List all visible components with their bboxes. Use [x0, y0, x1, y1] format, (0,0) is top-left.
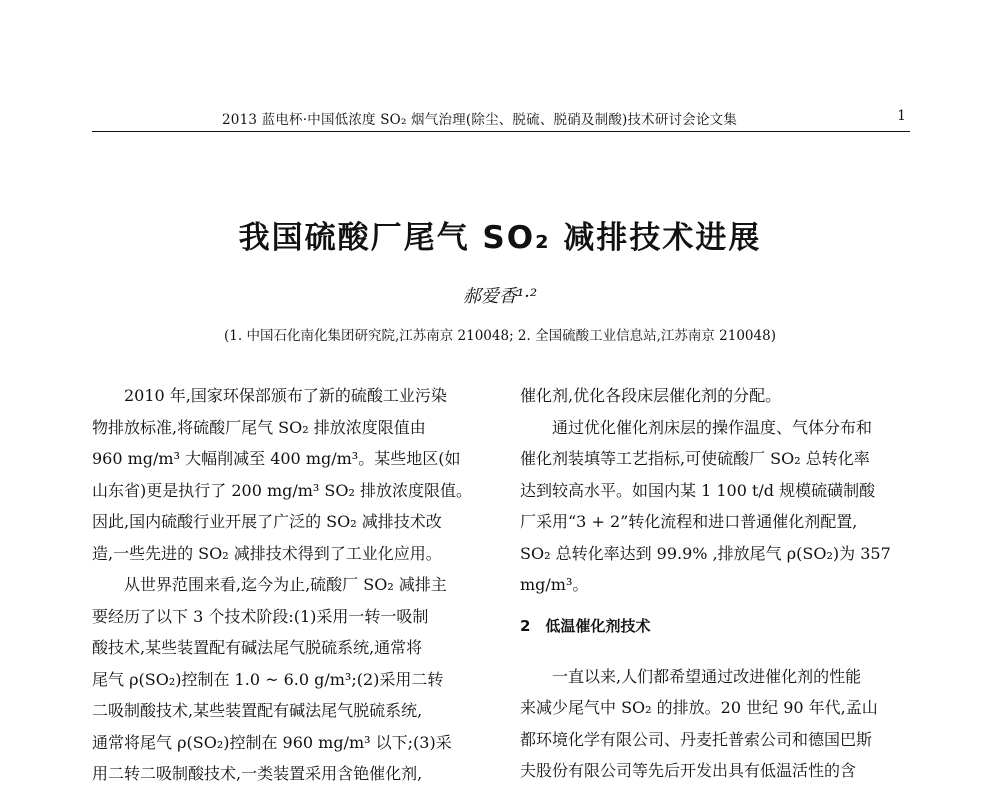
body-line: 达到较高水平。如国内某 1 100 t/d 规模硫磺制酸	[520, 480, 876, 500]
body-line: 造,一些先进的 SO₂ 减排技术得到了工业化应用。	[92, 543, 442, 563]
body-line: 来减少尾气中 SO₂ 的排放。20 世纪 90 年代,孟山	[520, 698, 878, 717]
author-name: 郝爱香¹·²	[462, 286, 538, 307]
body-line: 960 mg/m³ 大幅削减至 400 mg/m³。某些地区(如	[92, 449, 461, 468]
article-title: 我国硫酸厂尾气 SO₂ 减排技术进展	[238, 220, 762, 256]
body-line: 用二转二吸制酸技术,一类装置采用含铯催化剂,	[92, 764, 423, 783]
body-line: 酸技术,某些装置配有碱法尾气脱硫系统,通常将	[92, 638, 423, 657]
section-heading: 2 低温催化剂技术	[520, 616, 651, 635]
header-rule	[92, 131, 910, 132]
body-line: 一直以来,人们都希望通过改进催化剂的性能	[520, 666, 862, 686]
body-line: mg/m³。	[520, 575, 589, 594]
body-line: 通过优化催化剂床层的操作温度、气体分布和	[520, 417, 873, 437]
right-column	[520, 380, 918, 787]
running-title: 2013 蓝电杯·中国低浓度 SO₂ 烟气治理(除尘、脱硫、脱硝及制酸)技术研讨会论文集	[222, 112, 738, 128]
body-line: 山东省)更是执行了 200 mg/m³ SO₂ 排放浓度限值。	[92, 480, 473, 500]
body-line: 催化剂装填等工艺指标,可使硫酸厂 SO₂ 总转化率	[520, 449, 870, 468]
left-column	[92, 380, 490, 790]
body-line: 二吸制酸技术,某些装置配有碱法尾气脱硫系统,	[92, 701, 423, 720]
body-line: 因此,国内硫酸行业开展了广泛的 SO₂ 减排技术改	[92, 512, 442, 531]
body-line: SO₂ 总转化率达到 99.9% ,排放尾气 ρ(SO₂)为 357	[520, 543, 891, 563]
body-line: 从世界范围来看,迄今为止,硫酸厂 SO₂ 减排主	[92, 575, 447, 594]
body-line: 都环境化学有限公司、丹麦托普索公司和德国巴斯	[520, 729, 873, 749]
body-line: 2010 年,国家环保部颁布了新的硫酸工业污染	[92, 386, 447, 405]
section-spacer	[520, 651, 918, 661]
body-line: 催化剂,优化各段床层催化剂的分配。	[520, 386, 782, 405]
body-line: 尾气 ρ(SO₂)控制在 1.0 ~ 6.0 g/m³;(2)采用二转	[92, 669, 444, 689]
page-number: 1	[897, 108, 906, 124]
author-affiliation: (1. 中国石化南化集团研究院,江苏南京 210048; 2. 全国硫酸工业信息站,江苏南京 210048)	[224, 328, 776, 344]
body-line: 通常将尾气 ρ(SO₂)控制在 960 mg/m³ 以下;(3)采	[92, 732, 452, 752]
body-line: 物排放标准,将硫酸厂尾气 SO₂ 排放浓度限值由	[92, 417, 426, 437]
body-line: 夫股份有限公司等先后开发出具有低温活性的含	[520, 761, 857, 780]
body-line: 厂采用“3 + 2”转化流程和进口普通催化剂配置,	[520, 512, 858, 531]
running-header	[92, 108, 910, 130]
body-line: 要经历了以下 3 个技术阶段:(1)采用一转一吸制	[92, 606, 429, 626]
